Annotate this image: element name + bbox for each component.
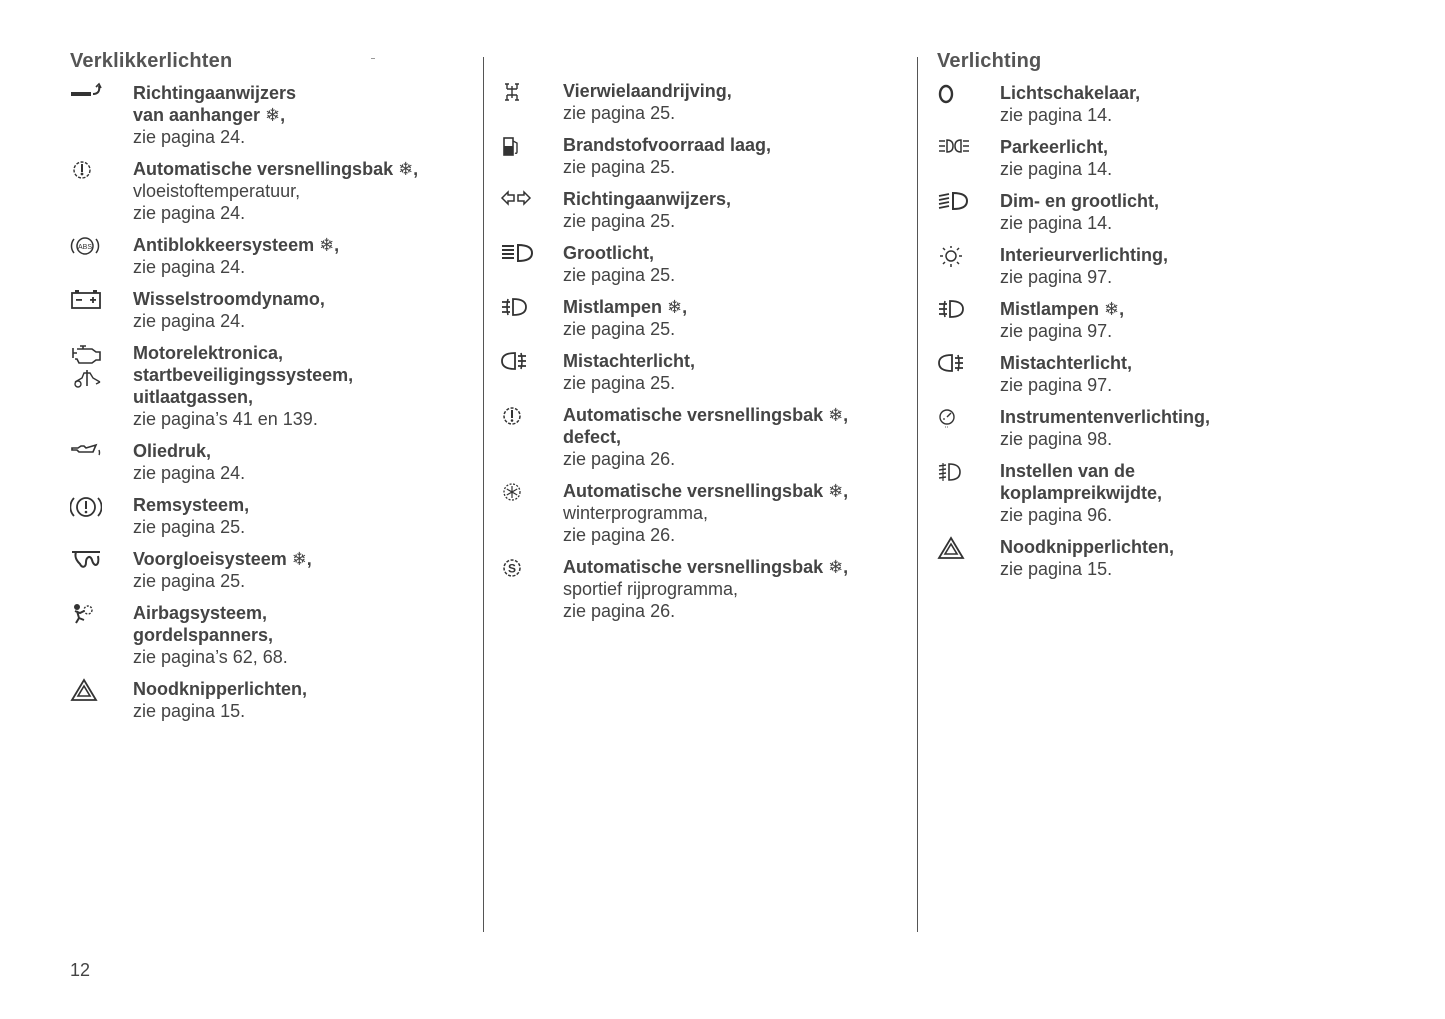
battery-icon xyxy=(70,288,110,312)
indicator-entry xyxy=(500,80,900,124)
entry-title: Mistlampen ❄, xyxy=(563,297,688,317)
page-reference: zie pagina 98. xyxy=(1000,429,1113,449)
entry-title: Motorelektronica, startbeveiligingssysteem, uitlaatgassen, xyxy=(133,343,354,407)
entry-subtitle: winterprogramma, xyxy=(563,503,709,523)
indicator-entry xyxy=(500,134,900,178)
indicator-entry xyxy=(937,244,1357,288)
entry-title: Airbagsysteem, gordelspanners, xyxy=(133,603,274,645)
indicator-entry xyxy=(70,548,470,592)
page-reference: zie pagina’s 41 en 139. xyxy=(133,409,318,429)
page-reference: zie pagina 14. xyxy=(1000,213,1113,233)
fog-light-icon xyxy=(937,298,977,322)
page-reference: zie pagina 14. xyxy=(1000,159,1113,179)
indicator-entry xyxy=(500,556,900,622)
page-reference: zie pagina 24. xyxy=(133,311,246,331)
column-middle xyxy=(500,80,900,632)
entry-subtitle: vloeistoftemperatuur, xyxy=(133,181,301,201)
indicator-entry xyxy=(70,342,470,430)
indicator-entry xyxy=(937,82,1357,126)
indicator-entry xyxy=(500,480,900,546)
column-divider-2 xyxy=(917,57,918,932)
page-reference: zie pagina 97. xyxy=(1000,321,1113,341)
page-reference: zie pagina 15. xyxy=(1000,559,1113,579)
instrument-light-icon xyxy=(937,406,977,430)
gearbox-winter-icon xyxy=(500,480,540,504)
indicator-entry xyxy=(500,188,900,232)
indicator-entry xyxy=(70,440,470,484)
column-verlichting xyxy=(937,50,1357,590)
gearbox-fault-icon xyxy=(500,404,540,428)
svg-text:ABS: ABS xyxy=(77,244,93,251)
indicator-entry xyxy=(937,352,1357,396)
page-reference: zie pagina 25. xyxy=(133,571,246,591)
page-number: 12 xyxy=(70,960,91,980)
indicator-entry xyxy=(70,234,470,278)
indicator-entry xyxy=(937,536,1357,580)
interior-light-icon xyxy=(937,244,977,268)
page-reference: zie pagina 15. xyxy=(133,701,246,721)
entry-title: Mistachterlicht, xyxy=(1000,353,1133,373)
indicator-entry xyxy=(937,460,1357,526)
parking-light-icon xyxy=(937,136,977,160)
page-reference: zie pagina 25. xyxy=(133,517,246,537)
indicator-entry xyxy=(70,158,470,224)
page-reference: zie pagina 96. xyxy=(1000,505,1113,525)
entry-title: Mistachterlicht, xyxy=(563,351,696,371)
entry-title: Voorgloeisysteem ❄, xyxy=(133,549,312,569)
page-reference: zie pagina 25. xyxy=(563,157,676,177)
entry-title: Oliedruk, xyxy=(133,441,212,461)
rear-fog-light-icon xyxy=(937,352,977,376)
page-reference: zie pagina 24. xyxy=(133,203,246,223)
entry-title: Dim- en grootlicht, xyxy=(1000,191,1159,211)
gearbox-temperature-icon xyxy=(70,158,110,182)
fog-light-icon xyxy=(500,296,540,320)
page-reference: zie pagina 14. xyxy=(1000,105,1113,125)
page-reference: zie pagina 25. xyxy=(563,211,676,231)
indicator-entry xyxy=(70,494,470,538)
entry-title: Automatische versnellingsbak ❄, xyxy=(563,481,849,501)
entry-title: Noodknipperlichten, xyxy=(133,679,308,699)
glow-plug-icon xyxy=(70,548,110,572)
indicator-entry xyxy=(70,288,470,332)
trailer-turn-signal-icon xyxy=(70,82,110,106)
oil-pressure-icon xyxy=(70,440,110,464)
page-reference: zie pagina 25. xyxy=(563,265,676,285)
airbag-icon xyxy=(70,602,110,626)
entry-title: Brandstofvoorraad laag, xyxy=(563,135,772,155)
column-verklikkerlichten xyxy=(70,50,470,732)
entry-title: Automatische versnellingsbak ❄, xyxy=(133,159,419,179)
indicator-entry xyxy=(500,350,900,394)
page-reference: zie pagina 25. xyxy=(563,319,676,339)
page-reference: zie pagina’s 62, 68. xyxy=(133,647,288,667)
entry-title: Interieurverlichting, xyxy=(1000,245,1169,265)
section-heading: Verlichting xyxy=(937,50,1042,72)
entry-title: Mistlampen ❄, xyxy=(1000,299,1125,319)
entry-title: Antiblokkeersysteem ❄, xyxy=(133,235,340,255)
indicator-entry xyxy=(70,678,470,722)
entry-title: Automatische versnellingsbak ❄, xyxy=(563,557,849,577)
abs-icon xyxy=(70,234,110,258)
page-reference: zie pagina 25. xyxy=(563,373,676,393)
page-reference: zie pagina 97. xyxy=(1000,267,1113,287)
fuel-icon xyxy=(500,134,540,158)
high-beam-icon xyxy=(500,242,540,266)
headlight-range-icon xyxy=(937,460,977,484)
entry-title: Instellen van de koplampreikwijdte, xyxy=(1000,461,1163,503)
page-reference: zie pagina 97. xyxy=(1000,375,1113,395)
indicator-entry xyxy=(937,136,1357,180)
entry-title: Vierwielaandrijving, xyxy=(563,81,732,101)
light-switch-icon xyxy=(937,82,977,106)
entry-title: Automatische versnellingsbak ❄, defect, xyxy=(563,405,849,447)
indicator-entry xyxy=(937,406,1357,450)
rear-fog-light-icon xyxy=(500,350,540,374)
indicator-entry xyxy=(937,190,1357,234)
hazard-icon xyxy=(937,536,977,560)
svg-text:S: S xyxy=(507,561,517,576)
entry-title: Parkeerlicht, xyxy=(1000,137,1109,157)
indicator-entry xyxy=(70,602,470,668)
engine-icon xyxy=(70,342,110,366)
indicator-entry xyxy=(500,404,900,470)
entry-title: Remsysteem, xyxy=(133,495,250,515)
page-reference: zie pagina 24. xyxy=(133,257,246,277)
column-divider-1 xyxy=(483,57,484,932)
indicator-entry xyxy=(500,242,900,286)
page-reference: zie pagina 25. xyxy=(563,103,676,123)
indicator-entry xyxy=(937,298,1357,342)
indicator-entry xyxy=(70,82,470,148)
entry-title: Richtingaanwijzers van aanhanger ❄, xyxy=(133,83,297,125)
hazard-icon xyxy=(70,678,110,702)
entry-title: Lichtschakelaar, xyxy=(1000,83,1141,103)
dipped-beam-icon xyxy=(937,190,977,214)
four-wheel-drive-icon xyxy=(500,80,540,104)
brake-icon xyxy=(70,494,110,518)
section-heading: Verklikkerlichten xyxy=(70,50,233,72)
page-reference: zie pagina 24. xyxy=(133,463,246,483)
indicator-entry xyxy=(500,296,900,340)
entry-title: Richtingaanwijzers, xyxy=(563,189,732,209)
entry-title: Wisselstroomdynamo, xyxy=(133,289,325,309)
entry-title: Instrumentenverlichting, xyxy=(1000,407,1211,427)
entry-title: Grootlicht, xyxy=(563,243,654,263)
entry-title: Noodknipperlichten, xyxy=(1000,537,1175,557)
page-reference: zie pagina 26. xyxy=(563,449,676,469)
turn-signals-icon xyxy=(500,188,540,212)
page-reference: zie pagina 24. xyxy=(133,127,246,147)
gearbox-sport-icon xyxy=(500,556,540,580)
page-reference: zie pagina 26. xyxy=(563,525,676,545)
entry-subtitle: sportief rijprogramma, xyxy=(563,579,739,599)
page-reference: zie pagina 26. xyxy=(563,601,676,621)
